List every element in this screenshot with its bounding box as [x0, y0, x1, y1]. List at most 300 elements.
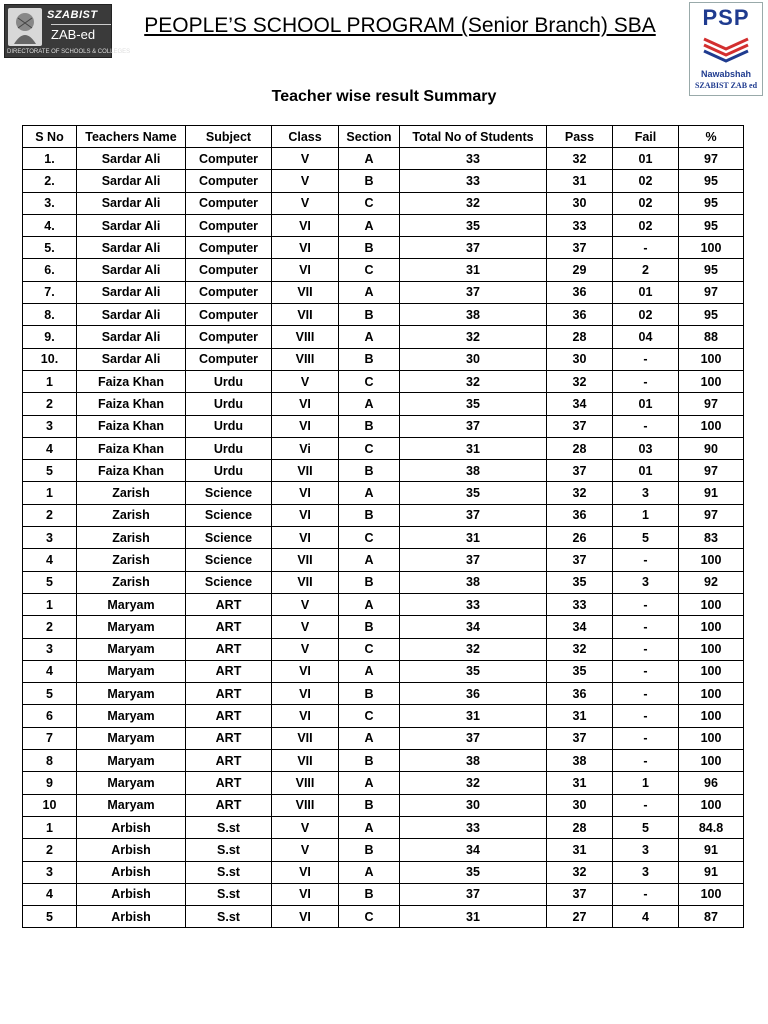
cell-total-students: 35 [400, 482, 547, 504]
cell-subject: ART [186, 638, 272, 660]
cell-subject: Computer [186, 304, 272, 326]
stacked-chevrons-icon [700, 33, 752, 65]
cell-class: VIII [272, 772, 339, 794]
cell-sno: 8. [23, 304, 77, 326]
table-row [23, 393, 744, 415]
cell-subject: ART [186, 750, 272, 772]
cell-sno: 6 [23, 705, 77, 727]
cell-fail: 3 [613, 571, 679, 593]
table-row [23, 482, 744, 504]
cell-teacher-name: Faiza Khan [77, 370, 186, 392]
cell-pass: 28 [547, 326, 613, 348]
cell-percent: 100 [679, 727, 744, 749]
cell-subject: Urdu [186, 460, 272, 482]
cell-total-students: 33 [400, 148, 547, 170]
table-row [23, 304, 744, 326]
cell-sno: 3 [23, 638, 77, 660]
cell-section: C [339, 370, 400, 392]
table-row [23, 214, 744, 236]
cell-pass: 27 [547, 906, 613, 928]
cell-sno: 4 [23, 437, 77, 459]
cell-teacher-name: Faiza Khan [77, 460, 186, 482]
cell-class: VII [272, 460, 339, 482]
cell-section: A [339, 549, 400, 571]
cell-class: VII [272, 750, 339, 772]
cell-pass: 33 [547, 214, 613, 236]
cell-total-students: 32 [400, 772, 547, 794]
cell-class: VI [272, 861, 339, 883]
cell-percent: 97 [679, 460, 744, 482]
cell-pass: 28 [547, 437, 613, 459]
cell-subject: Computer [186, 148, 272, 170]
cell-class: V [272, 170, 339, 192]
cell-teacher-name: Maryam [77, 683, 186, 705]
cell-subject: Computer [186, 170, 272, 192]
cell-sno: 7. [23, 281, 77, 303]
cell-class: VI [272, 683, 339, 705]
cell-percent: 84.8 [679, 816, 744, 838]
cell-section: A [339, 772, 400, 794]
cell-sno: 2. [23, 170, 77, 192]
cell-class: VI [272, 660, 339, 682]
cell-fail: 02 [613, 192, 679, 214]
cell-total-students: 31 [400, 906, 547, 928]
cell-sno: 1. [23, 148, 77, 170]
cell-section: C [339, 259, 400, 281]
cell-pass: 32 [547, 370, 613, 392]
table-row [23, 326, 744, 348]
cell-sno: 1 [23, 816, 77, 838]
cell-subject: Urdu [186, 415, 272, 437]
cell-teacher-name: Arbish [77, 883, 186, 905]
cell-teacher-name: Arbish [77, 816, 186, 838]
cell-pass: 32 [547, 482, 613, 504]
cell-subject: ART [186, 705, 272, 727]
cell-teacher-name: Maryam [77, 593, 186, 615]
cell-sno: 2 [23, 616, 77, 638]
cell-percent: 100 [679, 549, 744, 571]
logo-sub-text: ZAB-ed [51, 24, 111, 42]
cell-class: V [272, 616, 339, 638]
cell-class: VI [272, 705, 339, 727]
cell-fail: 3 [613, 482, 679, 504]
cell-class: V [272, 638, 339, 660]
cell-teacher-name: Faiza Khan [77, 415, 186, 437]
cell-section: B [339, 170, 400, 192]
cell-total-students: 32 [400, 192, 547, 214]
cell-class: VI [272, 906, 339, 928]
cell-subject: Computer [186, 326, 272, 348]
cell-percent: 100 [679, 593, 744, 615]
table-row [23, 192, 744, 214]
table-header-row [23, 126, 744, 148]
table-row [23, 281, 744, 303]
cell-percent: 91 [679, 839, 744, 861]
cell-sno: 3 [23, 527, 77, 549]
cell-fail: - [613, 883, 679, 905]
cell-percent: 100 [679, 683, 744, 705]
header-section: Section [339, 126, 400, 148]
cell-total-students: 35 [400, 214, 547, 236]
cell-sno: 7 [23, 727, 77, 749]
cell-sno: 2 [23, 504, 77, 526]
cell-section: C [339, 437, 400, 459]
cell-percent: 95 [679, 259, 744, 281]
cell-fail: 1 [613, 772, 679, 794]
logo-tagline: DIRECTORATE OF SCHOOLS & COLLEGES [7, 49, 131, 55]
cell-total-students: 31 [400, 527, 547, 549]
cell-section: B [339, 304, 400, 326]
cell-percent: 100 [679, 794, 744, 816]
header-teacher-name: Teachers Name [77, 126, 186, 148]
cell-sno: 9. [23, 326, 77, 348]
cell-class: VI [272, 393, 339, 415]
table-row [23, 504, 744, 526]
cell-sno: 3 [23, 415, 77, 437]
cell-teacher-name: Zarish [77, 549, 186, 571]
cell-subject: Computer [186, 281, 272, 303]
cell-fail: - [613, 705, 679, 727]
cell-fail: - [613, 549, 679, 571]
table-row [23, 616, 744, 638]
cell-total-students: 38 [400, 304, 547, 326]
cell-teacher-name: Maryam [77, 727, 186, 749]
cell-section: C [339, 705, 400, 727]
cell-percent: 100 [679, 638, 744, 660]
cell-teacher-name: Sardar Ali [77, 281, 186, 303]
cell-total-students: 37 [400, 415, 547, 437]
cell-percent: 100 [679, 415, 744, 437]
cell-total-students: 35 [400, 861, 547, 883]
cell-fail: 01 [613, 148, 679, 170]
cell-pass: 28 [547, 816, 613, 838]
cell-pass: 30 [547, 192, 613, 214]
header-pass: Pass [547, 126, 613, 148]
cell-subject: Computer [186, 192, 272, 214]
cell-total-students: 32 [400, 638, 547, 660]
header-fail: Fail [613, 126, 679, 148]
table-row [23, 839, 744, 861]
cell-section: A [339, 593, 400, 615]
cell-total-students: 37 [400, 237, 547, 259]
cell-teacher-name: Sardar Ali [77, 214, 186, 236]
cell-total-students: 38 [400, 460, 547, 482]
cell-subject: ART [186, 794, 272, 816]
cell-sno: 5 [23, 571, 77, 593]
cell-class: VII [272, 727, 339, 749]
cell-class: V [272, 148, 339, 170]
cell-fail: - [613, 794, 679, 816]
header-sno: S No [23, 126, 77, 148]
cell-teacher-name: Zarish [77, 571, 186, 593]
cell-fail: - [613, 237, 679, 259]
cell-section: B [339, 616, 400, 638]
cell-sno: 4 [23, 549, 77, 571]
cell-pass: 37 [547, 415, 613, 437]
cell-sno: 4 [23, 660, 77, 682]
cell-subject: Science [186, 504, 272, 526]
cell-pass: 37 [547, 727, 613, 749]
cell-sno: 6. [23, 259, 77, 281]
cell-total-students: 30 [400, 794, 547, 816]
logo-brand-text: SZABIST [47, 9, 98, 21]
cell-sno: 2 [23, 839, 77, 861]
cell-fail: 01 [613, 281, 679, 303]
cell-sno: 8 [23, 750, 77, 772]
cell-fail: - [613, 593, 679, 615]
cell-percent: 100 [679, 883, 744, 905]
cell-teacher-name: Arbish [77, 839, 186, 861]
cell-subject: Computer [186, 214, 272, 236]
cell-class: VI [272, 415, 339, 437]
cell-pass: 35 [547, 571, 613, 593]
cell-subject: S.st [186, 861, 272, 883]
cell-section: C [339, 192, 400, 214]
cell-subject: ART [186, 727, 272, 749]
cell-class: VIII [272, 326, 339, 348]
cell-class: VIII [272, 348, 339, 370]
cell-fail: 5 [613, 816, 679, 838]
cell-subject: Science [186, 549, 272, 571]
cell-sno: 10. [23, 348, 77, 370]
cell-subject: Science [186, 571, 272, 593]
cell-sno: 10 [23, 794, 77, 816]
cell-pass: 37 [547, 460, 613, 482]
cell-percent: 95 [679, 170, 744, 192]
cell-total-students: 32 [400, 326, 547, 348]
cell-percent: 91 [679, 482, 744, 504]
cell-total-students: 30 [400, 348, 547, 370]
cell-fail: - [613, 348, 679, 370]
table-row [23, 437, 744, 459]
cell-class: V [272, 816, 339, 838]
table-row [23, 259, 744, 281]
cell-fail: 01 [613, 393, 679, 415]
cell-class: V [272, 593, 339, 615]
cell-pass: 31 [547, 839, 613, 861]
cell-section: B [339, 504, 400, 526]
cell-sno: 5 [23, 906, 77, 928]
table-row [23, 170, 744, 192]
cell-sno: 4. [23, 214, 77, 236]
cell-sno: 5 [23, 460, 77, 482]
cell-teacher-name: Maryam [77, 660, 186, 682]
cell-total-students: 34 [400, 839, 547, 861]
cell-fail: - [613, 638, 679, 660]
cell-total-students: 34 [400, 616, 547, 638]
cell-fail: - [613, 415, 679, 437]
cell-fail: 01 [613, 460, 679, 482]
cell-fail: 2 [613, 259, 679, 281]
cell-pass: 34 [547, 393, 613, 415]
cell-sno: 3. [23, 192, 77, 214]
cell-percent: 87 [679, 906, 744, 928]
cell-sno: 1 [23, 593, 77, 615]
table-row [23, 370, 744, 392]
cell-pass: 31 [547, 705, 613, 727]
cell-percent: 97 [679, 393, 744, 415]
cell-subject: ART [186, 616, 272, 638]
cell-fail: 02 [613, 170, 679, 192]
cell-total-students: 36 [400, 683, 547, 705]
psp-brand-text: PSP [702, 5, 750, 30]
cell-total-students: 37 [400, 504, 547, 526]
cell-section: B [339, 460, 400, 482]
cell-pass: 33 [547, 593, 613, 615]
cell-class: VII [272, 281, 339, 303]
cell-teacher-name: Sardar Ali [77, 170, 186, 192]
cell-teacher-name: Sardar Ali [77, 326, 186, 348]
cell-teacher-name: Maryam [77, 638, 186, 660]
cell-section: A [339, 727, 400, 749]
cell-section: A [339, 281, 400, 303]
cell-total-students: 31 [400, 437, 547, 459]
cell-class: Vi [272, 437, 339, 459]
cell-teacher-name: Maryam [77, 705, 186, 727]
header-percent: % [679, 126, 744, 148]
cell-section: A [339, 393, 400, 415]
cell-subject: ART [186, 593, 272, 615]
cell-sno: 5 [23, 683, 77, 705]
cell-total-students: 37 [400, 281, 547, 303]
cell-teacher-name: Sardar Ali [77, 148, 186, 170]
cell-subject: Computer [186, 348, 272, 370]
cell-subject: Computer [186, 237, 272, 259]
cell-section: C [339, 527, 400, 549]
cell-fail: 3 [613, 839, 679, 861]
cell-pass: 29 [547, 259, 613, 281]
cell-fail: - [613, 683, 679, 705]
cell-total-students: 31 [400, 259, 547, 281]
cell-percent: 100 [679, 348, 744, 370]
cell-teacher-name: Arbish [77, 861, 186, 883]
cell-percent: 83 [679, 527, 744, 549]
cell-percent: 100 [679, 660, 744, 682]
table-row [23, 861, 744, 883]
cell-teacher-name: Sardar Ali [77, 259, 186, 281]
cell-section: A [339, 214, 400, 236]
cell-teacher-name: Faiza Khan [77, 437, 186, 459]
cell-fail: - [613, 727, 679, 749]
table-row [23, 727, 744, 749]
cell-teacher-name: Zarish [77, 527, 186, 549]
cell-percent: 95 [679, 304, 744, 326]
table-row [23, 705, 744, 727]
cell-total-students: 38 [400, 571, 547, 593]
cell-teacher-name: Sardar Ali [77, 237, 186, 259]
cell-total-students: 37 [400, 549, 547, 571]
table-row [23, 816, 744, 838]
cell-class: V [272, 370, 339, 392]
table-row [23, 571, 744, 593]
cell-section: A [339, 660, 400, 682]
cell-class: VI [272, 527, 339, 549]
cell-sno: 2 [23, 393, 77, 415]
cell-percent: 97 [679, 504, 744, 526]
cell-percent: 96 [679, 772, 744, 794]
cell-pass: 34 [547, 616, 613, 638]
cell-subject: S.st [186, 839, 272, 861]
table-row [23, 148, 744, 170]
table-row [23, 415, 744, 437]
cell-percent: 92 [679, 571, 744, 593]
cell-pass: 32 [547, 861, 613, 883]
cell-teacher-name: Zarish [77, 504, 186, 526]
cell-sno: 1 [23, 482, 77, 504]
cell-pass: 37 [547, 549, 613, 571]
cell-fail: 03 [613, 437, 679, 459]
cell-section: C [339, 906, 400, 928]
cell-teacher-name: Sardar Ali [77, 192, 186, 214]
cell-class: VII [272, 304, 339, 326]
cell-teacher-name: Faiza Khan [77, 393, 186, 415]
table-row [23, 683, 744, 705]
cell-pass: 36 [547, 504, 613, 526]
result-table [22, 125, 744, 928]
cell-section: C [339, 638, 400, 660]
cell-class: VIII [272, 794, 339, 816]
cell-total-students: 35 [400, 660, 547, 682]
cell-fail: 5 [613, 527, 679, 549]
table-row [23, 883, 744, 905]
table-title: Teacher wise result Summary [271, 88, 497, 105]
cell-pass: 30 [547, 348, 613, 370]
emblem-icon [8, 8, 42, 46]
header-class: Class [272, 126, 339, 148]
cell-section: B [339, 794, 400, 816]
cell-section: A [339, 148, 400, 170]
table-row [23, 549, 744, 571]
cell-section: B [339, 571, 400, 593]
cell-subject: Urdu [186, 370, 272, 392]
cell-teacher-name: Sardar Ali [77, 304, 186, 326]
cell-class: VI [272, 504, 339, 526]
table-row [23, 237, 744, 259]
cell-section: A [339, 482, 400, 504]
cell-class: V [272, 192, 339, 214]
cell-subject: ART [186, 772, 272, 794]
cell-class: VI [272, 482, 339, 504]
cell-percent: 97 [679, 281, 744, 303]
cell-pass: 31 [547, 772, 613, 794]
table-row [23, 527, 744, 549]
cell-percent: 95 [679, 214, 744, 236]
header-total-students: Total No of Students [400, 126, 547, 148]
table-row [23, 593, 744, 615]
cell-section: B [339, 839, 400, 861]
cell-total-students: 33 [400, 170, 547, 192]
cell-fail: 02 [613, 304, 679, 326]
cell-fail: - [613, 616, 679, 638]
cell-sno: 4 [23, 883, 77, 905]
cell-section: B [339, 348, 400, 370]
cell-section: A [339, 326, 400, 348]
cell-pass: 30 [547, 794, 613, 816]
cell-total-students: 33 [400, 593, 547, 615]
cell-section: B [339, 883, 400, 905]
cell-section: B [339, 415, 400, 437]
cell-sno: 5. [23, 237, 77, 259]
cell-fail: 04 [613, 326, 679, 348]
cell-total-students: 33 [400, 816, 547, 838]
cell-fail: - [613, 370, 679, 392]
cell-percent: 100 [679, 750, 744, 772]
cell-total-students: 32 [400, 370, 547, 392]
table-row [23, 638, 744, 660]
cell-section: B [339, 237, 400, 259]
cell-sno: 1 [23, 370, 77, 392]
cell-sno: 9 [23, 772, 77, 794]
